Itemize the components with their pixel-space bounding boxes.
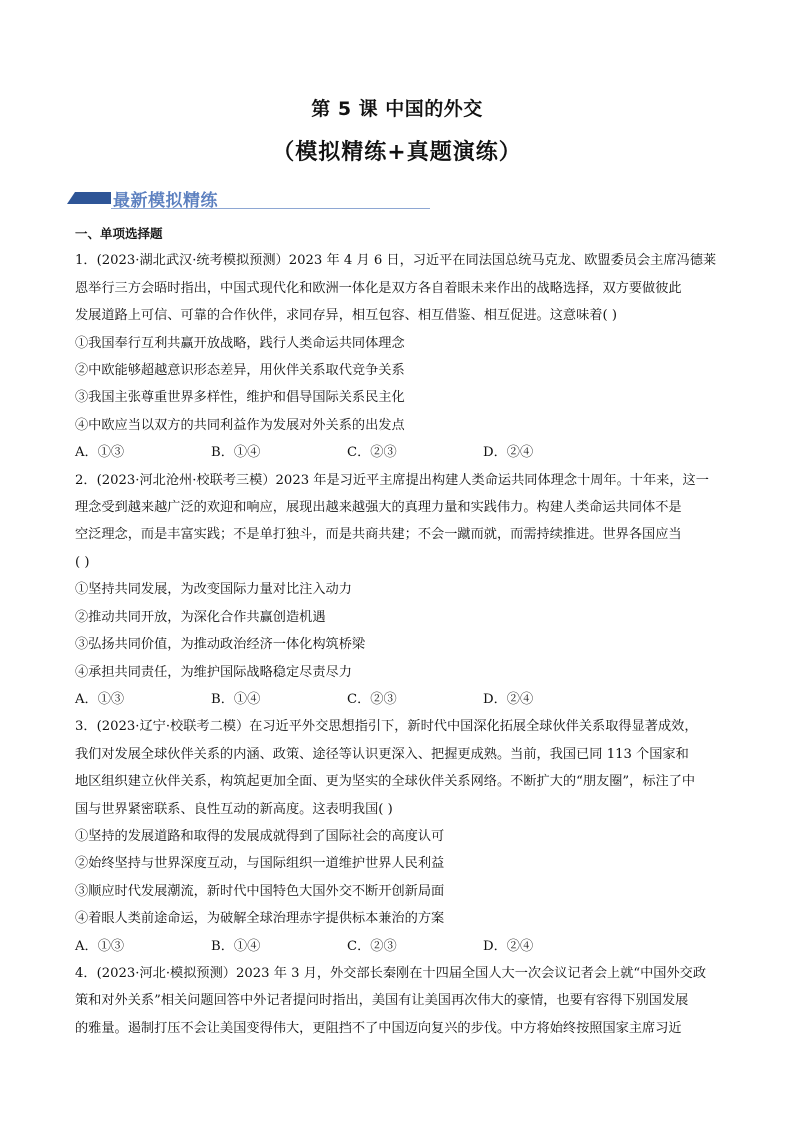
option-d: D．②④ xyxy=(483,445,534,461)
statement-item: ③顺应时代发展潮流，新时代中国特色大国外交不断开创新局面 xyxy=(75,883,445,899)
banner-bar-decoration xyxy=(75,192,111,204)
statement-item: ③我国主张尊重世界多样性，维护和倡导国际关系民主化 xyxy=(75,390,405,406)
question-stem-line: 理念受到越来越广泛的欢迎和响应，展现出越来越强大的真理力量和实践伟力。构建人类命运共同体不是 xyxy=(75,500,682,516)
option-a: A．①③ xyxy=(75,445,125,461)
statement-item: ①我国奉行互利共赢开放战略，践行人类命运共同体理念 xyxy=(75,335,405,351)
question-stem-line: 的雅量。遏制打压不会让美国变得伟大，更阻挡不了中国迈向复兴的步伐。中方将始终按照国家主席习近 xyxy=(75,1020,682,1036)
question-stem-line: 2．(2023·河北沧州·校联考三模）2023 年是习近平主席提出构建人类命运共同体理念十周年。十年来，这一 xyxy=(75,472,709,488)
statement-item: ①坚持的发展道路和取得的发展成就得到了国际社会的高度认可 xyxy=(75,828,445,844)
question-2 xyxy=(75,467,723,714)
statement-item: ④承担共同责任，为维护国际战略稳定尽责尽力 xyxy=(75,664,352,680)
question-stem-line: 恩举行三方会晤时指出，中国式现代化和欧洲一体化是双方各自着眼未来作出的战略选择，双方要做彼此 xyxy=(75,280,682,296)
option-b: B．①④ xyxy=(211,691,261,707)
banner-underline xyxy=(111,208,430,209)
question-stem-line: 4．(2023·河北·模拟预测）2023 年 3 月，外交部长秦刚在十四届全国人大一次会议记者会上就“中国外交政 xyxy=(75,965,707,981)
option-b: B．①④ xyxy=(211,938,261,954)
option-c: C．②③ xyxy=(347,691,397,707)
section-banner xyxy=(75,186,430,210)
question-stem-line: 策和对外关系”相关问题回答中外记者提问时指出，美国有让美国再次伟大的豪情，也要有容得下别国发展 xyxy=(75,993,689,1009)
statement-item: ①坚持共同发展，为改变国际力量对比注入动力 xyxy=(75,582,352,598)
option-c: C．②③ xyxy=(347,938,397,954)
answer-options xyxy=(75,686,723,713)
section-heading: 一、单项选择题 xyxy=(75,226,163,241)
page-title: 第 5 课 中国的外交 xyxy=(311,98,483,120)
question-stem-line: ( ) xyxy=(75,554,90,570)
page-subtitle: （模拟精练+真题演练） xyxy=(272,140,522,165)
statement-item: ④着眼人类前途命运，为破解全球治理赤字提供标本兼治的方案 xyxy=(75,911,445,927)
question-stem-line: 发展道路上可信、可靠的合作伙伴，求同存异，相互包容、相互借鉴、相互促进。这意味着( ) xyxy=(75,308,617,324)
question-stem-line: 1．(2023·湖北武汉·统考模拟预测）2023 年 4 月 6 日，习近平在同法国总统马克龙、欧盟委员会主席冯德莱 xyxy=(75,253,717,269)
answer-options xyxy=(75,439,723,466)
option-d: D．②④ xyxy=(483,691,534,707)
statement-item: ②始终坚持与世界深度互动，与国际组织一道维护世界人民利益 xyxy=(75,856,445,872)
option-c: C．②③ xyxy=(347,445,397,461)
banner-label: 最新模拟精练 xyxy=(113,191,218,211)
statement-item: ②推动共同开放，为深化合作共赢创造机遇 xyxy=(75,609,326,625)
statement-item: ④中欧应当以双方的共同利益作为发展对外关系的出发点 xyxy=(75,417,405,433)
option-d: D．②④ xyxy=(483,938,534,954)
question-stem-line: 3．(2023·辽宁·校联考二模）在习近平外交思想指引下，新时代中国深化拓展全球伙伴关系取得显著成效， xyxy=(75,719,698,735)
question-stem-line: 我们对发展全球伙伴关系的内涵、政策、途径等认识更深入、把握更成熟。当前，我国已同 113 个国家和 xyxy=(75,746,689,762)
question-stem-line: 国与世界紧密联系、良性互动的新高度。这表明我国( ) xyxy=(75,801,393,817)
question-4 xyxy=(75,960,723,1042)
question-3 xyxy=(75,713,723,960)
question-1 xyxy=(75,247,723,466)
option-a: A．①③ xyxy=(75,691,125,707)
answer-options xyxy=(75,933,723,960)
option-a: A．①③ xyxy=(75,938,125,954)
option-b: B．①④ xyxy=(211,445,261,461)
question-stem-line: 地区组织建立伙伴关系，构筑起更加全面、更为坚实的全球伙伴关系网络。不断扩大的“朋友圈”，标注了中 xyxy=(75,774,696,790)
statement-item: ②中欧能够超越意识形态差异，用伙伴关系取代竞争关系 xyxy=(75,363,405,379)
questions-content xyxy=(75,220,723,1042)
statement-item: ③弘扬共同价值，为推动政治经济一体化构筑桥梁 xyxy=(75,637,366,653)
question-stem-line: 空泛理念，而是丰富实践；不是单打独斗，而是共商共建；不会一蹴而就，而需持续推进。世界各国应当 xyxy=(75,527,682,543)
